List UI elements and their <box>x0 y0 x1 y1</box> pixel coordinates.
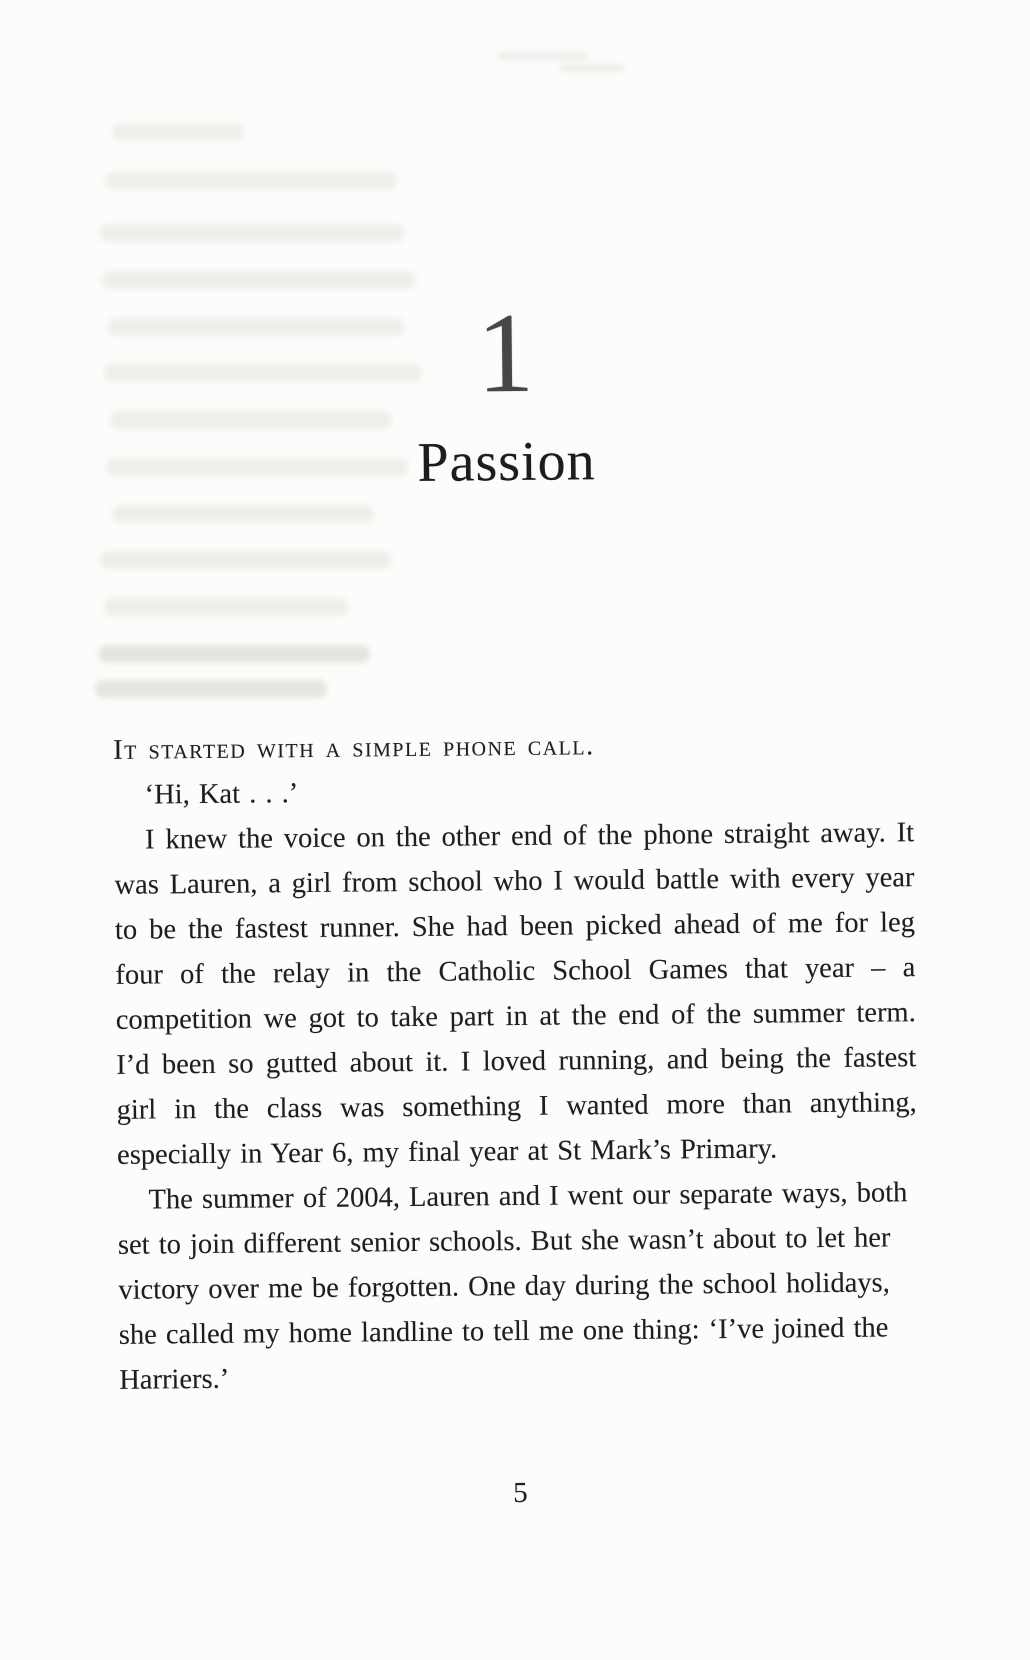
body-text <box>113 720 919 1403</box>
chapter-number: 1 <box>476 288 535 417</box>
page-number: 5 <box>512 1476 528 1510</box>
paragraph-dialogue: ‘Hi, Kat . . .’ <box>144 778 299 811</box>
opening-line: It started with a simple phone call. <box>113 730 595 766</box>
paragraph: The summer of 2004, Lauren and I went our separate ways, both set to join different senior schools. But she wasn’t about to let her victory over me be forgotten. One day during the school holidays, she called my home landline to tell me one thing: ‘I’ve joined the Harriers.’ <box>117 1177 908 1396</box>
chapter-title: Passion <box>417 430 596 494</box>
paragraph: I knew the voice on the other end of the phone straight away. It was Lauren, a girl from school who I would battle with every year to be the fastest runner. She had been picked ahead of me for leg four of the relay in the Catholic School Games that year – a competition we got to take part in at the end of the summer term. I’d been so gutted about it. I loved running, and being the fastest girl in the class was something I wanted more than anything, especially in Year 6, my final year at St Mark’s Primary. <box>114 817 917 1171</box>
